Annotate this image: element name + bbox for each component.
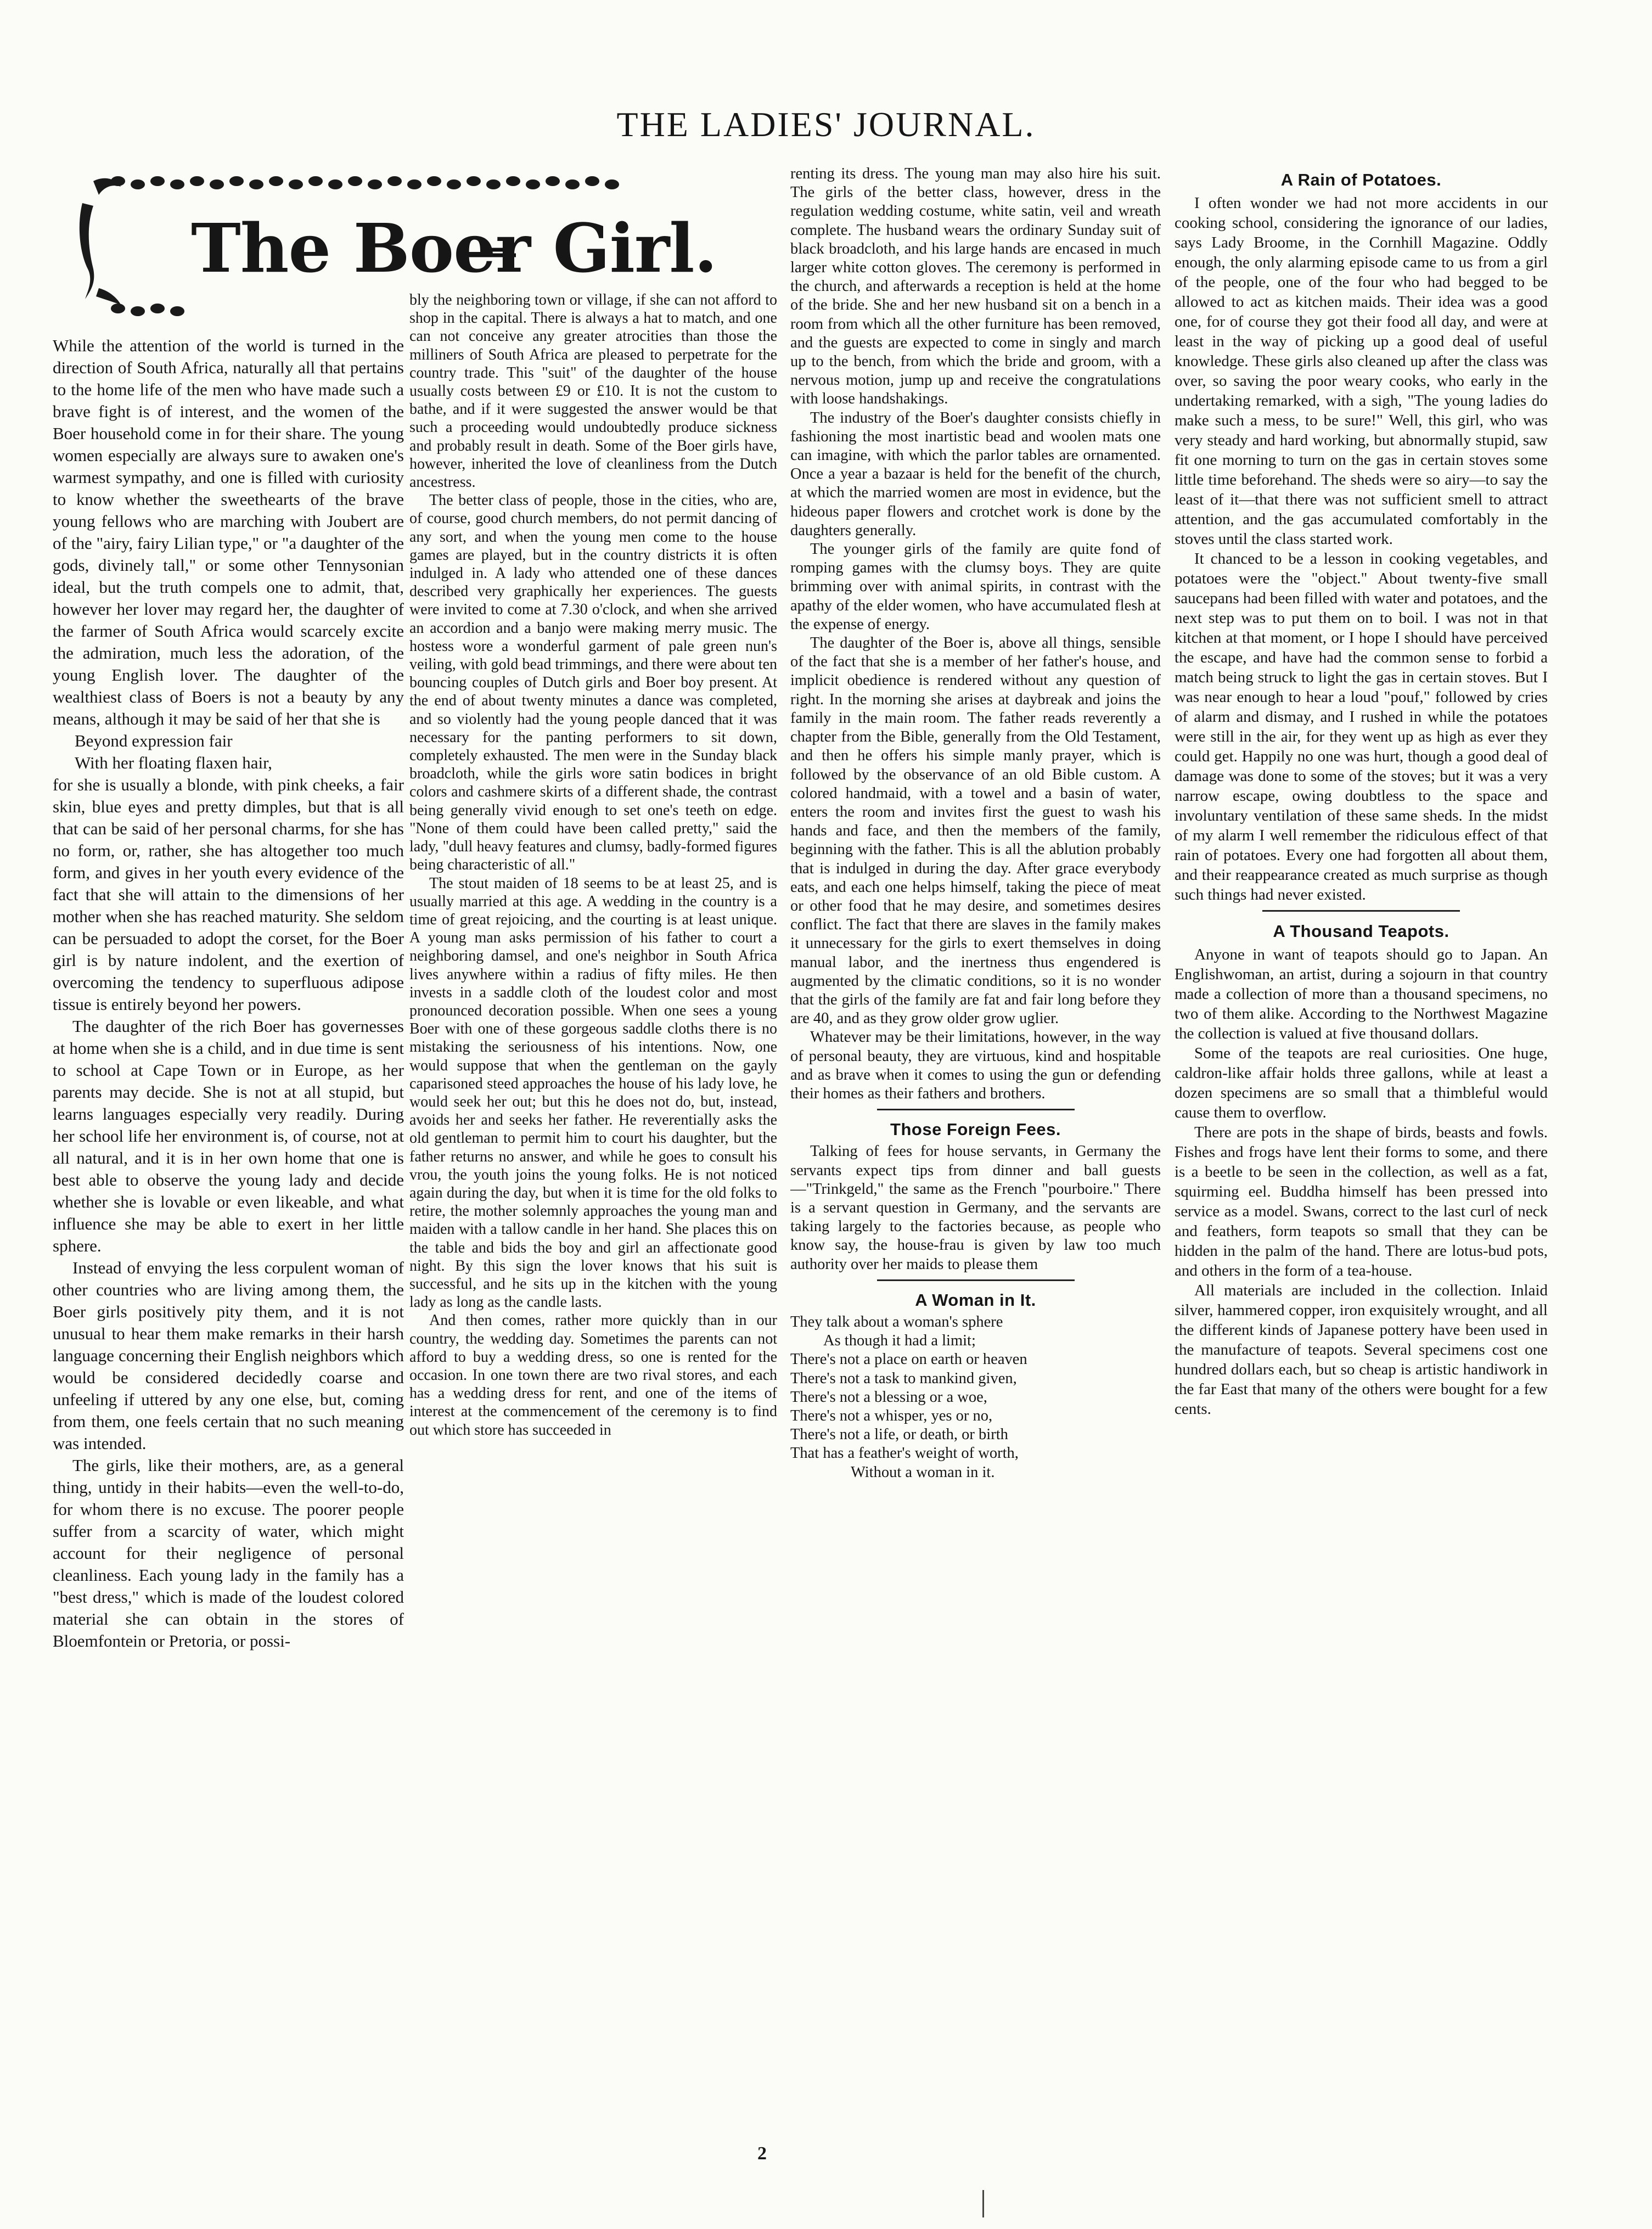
ornament-bead <box>170 179 184 189</box>
ornament-bead <box>269 176 283 186</box>
paragraph: Instead of envying the less corpulent woman of other countries who are living among them, the Boer girls positively pity them, and it is not unusual to hear them make remarks in their harsh language concerning their English neighbors which would be considered decidedly coarse and unfeeling if uttered by any one else, but, coming from them, one feels certain that no such meaning was intended. <box>53 1258 404 1453</box>
ornament-bead <box>387 176 402 186</box>
ornament-bead <box>308 176 323 186</box>
poem-line: There's not a task to mankind given, <box>790 1369 1017 1387</box>
paragraph: The daughter of the rich Boer has governesses at home when she is a child, and in due time is sent to school at Cape Town or in Europe, as her parents may decide. She is not at all stupid, but learns languages especially very readily. During her school life her environment is, of course, not at all natural, and it is in her own home that one is best able to observe the young lady and decide whether she is lovable or even likeable, and what influence she may be able to exert in her little sphere. <box>53 1017 404 1255</box>
ornament-bead <box>407 179 422 189</box>
poem-line: As though it had a limit; <box>823 1332 976 1350</box>
ornament-bead <box>605 179 619 189</box>
paragraph: The stout maiden of 18 seems to be at least 25, and is usually married at this age. A wedding in the country is a time of great rejoicing, and the courting is at least unique. A young man asks permission of his father to court a neighboring damsel, and one's neighbor in South Africa lives anywhere within a radius of fifty miles. He then invests in a saddle cloth of the loudest color and most pronounced decoration possible. When one sees a young Boer with one of these gorgeous saddle cloths there is no mistaking the seriousness of his intentions. Now, one would suppose that when the gentleman on the gayly caparisoned steed approaches the house of his lady love, he would seek her out; but this he does not do, but, instead, avoids her and seeks her father. He reverentially asks the old gentleman to permit him to court his daughter, but the father returns no answer, and while he goes to consult his vrou, the youth joins the young folks. He is not noticed again during the day, but when it is time for the old folks to retire, the mother solemnly approaches the young man and maiden with a tallow candle in her hand. She places this on the table and bids the boy and girl an affectionate good night. By this sign the lover knows that his suit is successful, and he sits up in the kitchen with the young lady as long as the candle lasts. <box>409 874 777 1311</box>
ornament-bead <box>111 176 125 186</box>
ornament-bead <box>467 176 481 186</box>
paragraph: renting its dress. The young man may also hire his suit. The girls of the better class, however, dress in the regulation wedding costume, white satin, veil and wreath complete. The husband wears the ordinary Sunday suit of black broadcloth, and his large hands are encased in much larger white cotton gloves. The ceremony is performed in the church, and afterwards a reception is held at the home of the bride. She and her new husband sit on a bench in a room from which all the other furniture has been removed, and the guests are expected to come in singly and march up to the bench, from which the bride and groom, with a nervous motion, jump up and receive the congratulations with loose handshakings. <box>790 165 1161 408</box>
ornament-bead <box>585 176 599 186</box>
ornament-bead <box>289 179 303 189</box>
poem <box>790 1313 1161 1482</box>
divider <box>877 1279 1075 1281</box>
ornament-bead <box>170 306 184 316</box>
paragraph: The younger girls of the family are quite fond of romping games with the clumsy boys. They are quite brimming over with animal spirits, in contrast with the apathy of the elder women, who have accumulated flesh at the expense of energy. <box>790 541 1161 633</box>
poem-line: There's not a life, or death, or birth <box>790 1426 1008 1444</box>
divider <box>1262 910 1460 912</box>
ornament-bead <box>486 179 501 189</box>
paragraph: Talking of fees for house servants, in Germany the servants expect tips from dinner and ball guests—"Trinkgeld," the same as the French "pourboire." There is a servant question in Germany, and the servants are taking largely to the factories because, as people who know say, the house-frau is given by law too much authority over her maids to please them <box>790 1143 1161 1273</box>
divider <box>877 1109 1075 1110</box>
ornament-bead <box>447 179 461 189</box>
article-title: The Boer Girl. <box>191 209 717 288</box>
teapots-heading: A Thousand Teapots. <box>1273 922 1449 941</box>
article-column-4 <box>1175 165 1548 1427</box>
ornament-bead <box>190 176 204 186</box>
paragraph: for she is usually a blonde, with pink cheeks, a fair skin, blue eyes and pretty dimples, but that is all that can be said of her personal charms, for she has no form, or, rather, she has altogether too much form, and gives in her youth every evidence of the fact that she will attain to the dimensions of her mother when she has reached maturity. She seldom can be persuaded to adopt the corset, for the Boer girl is by nature indolent, and the exertion of overcoming the tendency to superfluous adipose tissue is entirely beyond her powers. <box>53 775 404 1014</box>
paragraph: Some of the teapots are real curiosities. One huge, caldron-like affair holds three gallons, while at least a dozen specimens are so small that a thimbleful would cause them to overflow. <box>1175 1045 1548 1121</box>
article-column-3 <box>790 165 1161 2119</box>
poem-line: Without a woman in it. <box>851 1463 995 1481</box>
paragraph: Anyone in want of teapots should go to Japan. An Englishwoman, an artist, during a sojourn in that country made a collection of more than a thousand specimens, no two of them alike. According to the Northwest Magazine the collection is valued at five thousand dollars. <box>1175 946 1548 1042</box>
ornament-bead <box>131 306 145 316</box>
article-column-2 <box>409 291 777 2119</box>
paragraph: There are pots in the shape of birds, beasts and fowls. Fishes and frogs have lent their forms to some, and there is a beetle to be seen in the collection, as well as a fat, squirming eel. Buddha himself has been pressed into service as a model. Swans, correct to the last curl of neck and feathers, form teapots so small that they can be hidden in the palm of the hand. There are lotus-bud pots, and others in the form of a tea-house. <box>1175 1124 1548 1279</box>
article-column-1 <box>53 335 404 2119</box>
ornament-bead <box>348 176 362 186</box>
paragraph: While the attention of the world is turned in the direction of South Africa, naturally all that pertains to the home life of the men who have made such a brave fight is of interest, and the women of the Boer household come in for their share. The young women especially are always sure to awaken one's warmest sympathy, and one is filled with curiosity to know whether the sweethearts of the brave young fellows who are marching with Joubert are of the "airy, fairy Lilian type," or "a daughter of the gods, divinely tall," or some other Tennysonian ideal, but the truth compels one to admit, that, however her lover may regard her, the daughter of the farmer of South Africa would scarcely excite the admiration, much less the adoration, of the young English lover. The daughter of the wealthiest class of Boers is not a beauty by any means, although it may be said of her that she is <box>53 336 404 728</box>
ornament-bead <box>427 176 441 186</box>
ornament-bead <box>210 179 224 189</box>
paragraph: bly the neighboring town or village, if she can not afford to shop in the capital. There is always a hat to match, and one can not conceive any greater atrocities than those the milliners of South Africa are pleased to perpetrate for the country trade. This "suit" of the daughter of the house usually costs between £9 or £10. It is not the custom to bathe, and if it were suggested the answer would be that such a proceeding would undoubtedly produce sickness and probably result in death. Some of the Boer girls have, however, inherited the love of cleanliness from the Dutch ancestress. <box>409 291 777 491</box>
potatoes-heading: A Rain of Potatoes. <box>1280 170 1442 189</box>
paragraph: And then comes, rather more quickly than in our country, the wedding day. Sometimes the parents can not afford to buy a wedding dress, so one is rented for the occasion. In one town there are two rival stores, and each has a wedding dress for rent, and one of the items of interest at the commencement of the ceremony is to find out which store has succeeded in <box>409 1312 777 1439</box>
paragraph: The better class of people, those in the cities, who are, of course, good church members, do not permit dancing of any sort, and when the young men come to the house games are played, but in the country districts it is often indulged in. A lady who attended one of these dances described very graphically her experiences. The guests were invited to come at 7.30 o'clock, and when she arrived an accordion and a banjo were making merry music. The hostess wore a wonderful garment of pale green nun's veiling, with gold bead trimmings, and there were about ten bouncing couples of Dutch girls and Boer boy present. At the end of about twenty minutes a dance was completed, and so violently had the young people danced that it was necessary for the panting performers to sit down, completely exhausted. The men were in the Sunday black broadcloth, while the girls wore satin bodices in bright colors and cashmere skirts of a different shade, the contrast being generally vivid enough to set one's teeth on edge. "None of them could have been called pretty," said the lady, "dull heavy features and clumsy, badly-formed figures being characteristic of all." <box>409 492 777 874</box>
ornament-bead <box>131 179 145 189</box>
ornament-bead <box>249 179 263 189</box>
poem-line: That has a feather's weight of worth, <box>790 1445 1019 1462</box>
poem-heading: A Woman in It. <box>915 1290 1036 1310</box>
paragraph: All materials are included in the collection. Inlaid silver, hammered copper, iron exquisitely wrought, and all the different kinds of Japanese pottery have been used in the manufacture of teapots. Several specimens cost one hundred dollars each, but so cheap is artistic handiwork in the far East that many of the others were bought for a few cents. <box>1175 1282 1548 1418</box>
paragraph: The industry of the Boer's daughter consists chiefly in fashioning the most inartistic bead and woolen mats one can imagine, with which the parlor tables are ornamented. Once a year a bazaar is held for the benefit of the church, at which the married women are most in evidence, but the hideous paper flowers and crotchet work is done by the daughters generally. <box>790 409 1161 539</box>
ornament-bead <box>229 176 244 186</box>
poem-line: There's not a whisper, yes or no, <box>790 1407 993 1424</box>
page-number: 2 <box>757 2143 767 2164</box>
ornament-bead <box>150 176 165 186</box>
poem-line: There's not a place on earth or heaven <box>790 1351 1027 1368</box>
paragraph: The daughter of the Boer is, above all things, sensible of the fact that she is a member of her father's house, and implicit obedience is rendered without any question of right. In the morning she arises at daybreak and joins the family in the main room. The father reads reverently a chapter from the Bible, generally from the Old Testament, and then he offers his simple manly prayer, which is followed by the observance of an old Bible custom. A colored handmaid, with a towel and a basin of water, enters the room and invites first the guest to wash his hands and face, and then the members of the family, beginning with the father. This is all the ablution probably that is indulged in during the day. After grace everybody eats, and each one helps himself, taking the piece of meat or other food that he may desire, and sometimes desires conflict. The fact that there are slaves in the family makes it unnecessary for the girls to exert themselves in doing manual labor, and the inertness thus engendered is augmented by the climatic conditions, so it is no wonder that the girls of the family are fat and fair long before they are 40, and as they grow older grow uglier. <box>790 635 1161 1028</box>
scan-mark <box>982 2190 984 2217</box>
ornament-bead <box>565 179 580 189</box>
quote-line: With her floating flaxen hair, <box>75 753 272 772</box>
paragraph: It chanced to be a lesson in cooking vegetables, and potatoes were the "object." About twenty-five small saucepans had been filled with water and potatoes, and the next step was to put them on to boil. I was not in that kitchen at that moment, or I hope I should have perceived the escape, and have had the common sense to forbid a match being struck to light the gas in certain stoves. But I was near enough to hear a loud "pouf," followed by cries of alarm and dismay, and I rushed in while the potatoes were still in the air, for they went up as high as ever they could get. Happily no one was hurt, though a good deal of damage was done to some of the stoves; but it was a very narrow escape, owing doubtless to the space and involuntary ventilation of these same sheds. In the midst of my alarm I well remember the ridiculous effect of that rain of potatoes. Every one had forgotten all about them, and their reappearance created as much surprise as though such things had never existed. <box>1175 550 1548 903</box>
paragraph: The girls, like their mothers, are, as a general thing, untidy in their habits—even the well-to-do, for whom there is no excuse. The poorer people suffer from a scarcity of water, which might account for their negligence of personal cleanliness. Each young lady in the family has a "best dress," which is made of the loudest colored material she can obtain in the stores of Bloemfontein or Pretoria, or possi- <box>53 1456 404 1650</box>
quote-line: Beyond expression fair <box>75 731 233 750</box>
fees-heading: Those Foreign Fees. <box>890 1120 1061 1139</box>
paragraph: I often wonder we had not more accidents in our cooking school, considering the ignorance of our ladies, says Lady Broome, in the Cornhill Magazine. Oddly enough, the only alarming episode came to us from a girl of the people, one of the four who had begged to be allowed to act as kitchen maids. Their idea was a good one, for of course they got their food all day, and were at least in the way of picking up a good deal of useful knowledge. These girls also cleaned up after the class was over, so saving the poor weary cooks, who early in the undertaking remarked, with a sigh, "The young ladies do make such a mess, to be sure!" Well, this girl, who was very steady and hard working, but abnormally stupid, saw fit one morning to turn on the gas in certain stoves some little time beforehand. The sheds were so airy—to say the least of it—that there was not sufficient smell to attract attention, and the gas accumulated comfortably in the stoves until the class started work. <box>1175 194 1548 548</box>
ornament-bead <box>526 179 540 189</box>
masthead: THE LADIES' JOURNAL. <box>616 105 1036 144</box>
poem-line: There's not a blessing or a woe, <box>790 1388 987 1406</box>
paragraph: Whatever may be their limitations, however, in the way of personal beauty, they are virtuous, kind and hospitable and as brave when it comes to using the gun or defending their homes as their fathers and brothers. <box>790 1029 1161 1102</box>
ornament-bead <box>328 179 342 189</box>
ornament-bead <box>506 176 520 186</box>
ornament-bead <box>546 176 560 186</box>
ornament-bead <box>368 179 382 189</box>
poem-line: They talk about a woman's sphere <box>790 1313 1003 1330</box>
ornament-bead <box>150 304 165 313</box>
ornament-bead <box>111 304 125 313</box>
